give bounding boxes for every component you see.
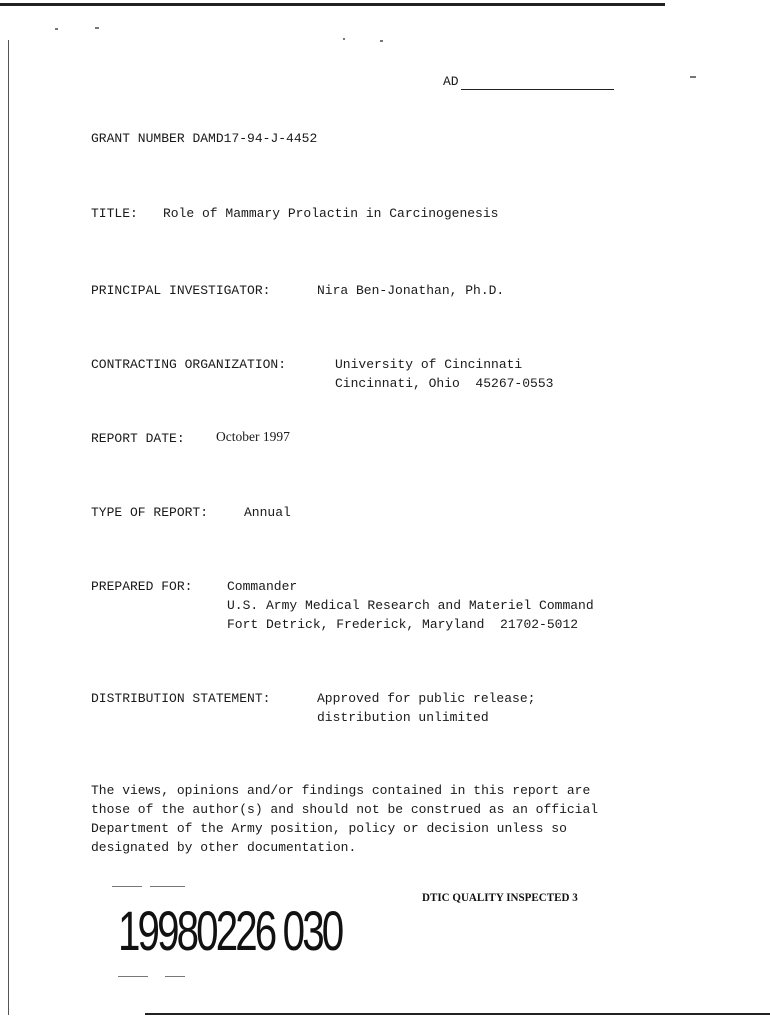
prepared-for-label: PREPARED FOR: [91, 579, 193, 594]
left-scan-border [8, 40, 9, 1015]
title-label: TITLE: [91, 206, 138, 221]
report-date-label: REPORT DATE: [91, 431, 185, 446]
top-scan-border [0, 3, 665, 6]
ad-number-line [461, 89, 614, 90]
disclaimer-line4: designated by other documentation. [91, 840, 357, 855]
scan-dash [112, 886, 142, 887]
scan-speck [55, 28, 58, 30]
scan-dash [165, 976, 185, 977]
scan-speck [690, 76, 696, 78]
grant-label: GRANT NUMBER [91, 131, 185, 146]
prepared-for-line1: Commander [227, 579, 298, 594]
scan-dash [118, 976, 148, 977]
prepared-for-line2: U.S. Army Medical Research and Materiel Command [227, 598, 594, 613]
investigator-value: Nira Ben-Jonathan, Ph.D. [317, 283, 505, 298]
ad-label: AD [443, 74, 459, 89]
distribution-label: DISTRIBUTION STATEMENT: [91, 691, 271, 706]
bottom-scan-border [145, 1013, 770, 1015]
distribution-line1: Approved for public release; [317, 691, 536, 706]
report-date-value: October 1997 [216, 429, 290, 444]
report-type-value: Annual [244, 505, 291, 520]
prepared-for-line3: Fort Detrick, Frederick, Maryland 21702-5012 [227, 617, 579, 632]
report-type-label: TYPE OF REPORT: [91, 505, 209, 520]
grant-value: DAMD17-94-J-4452 [192, 131, 318, 146]
scan-dash [150, 886, 185, 887]
grant-number-line [91, 129, 317, 148]
disclaimer-line2: those of the author(s) and should not be construed as an official [91, 802, 599, 817]
investigator-label: PRINCIPAL INVESTIGATOR: [91, 283, 271, 298]
disclaimer-line1: The views, opinions and/or findings contained in this report are [91, 783, 591, 798]
title-value: Role of Mammary Prolactin in Carcinogenesis [163, 206, 499, 221]
scan-speck [343, 38, 345, 40]
scan-speck [380, 40, 383, 42]
organization-label: CONTRACTING ORGANIZATION: [91, 357, 287, 372]
organization-line1: University of Cincinnati [335, 357, 523, 372]
organization-line2: Cincinnati, Ohio 45267-0553 [335, 376, 554, 391]
disclaimer-line3: Department of the Army position, policy or decision unless so [91, 821, 567, 836]
accession-number: 19980226 030 [118, 899, 342, 962]
scan-speck [95, 27, 99, 29]
distribution-line2: distribution unlimited [317, 710, 489, 725]
dtic-quality-stamp: DTIC QUALITY INSPECTED 3 [422, 890, 578, 904]
